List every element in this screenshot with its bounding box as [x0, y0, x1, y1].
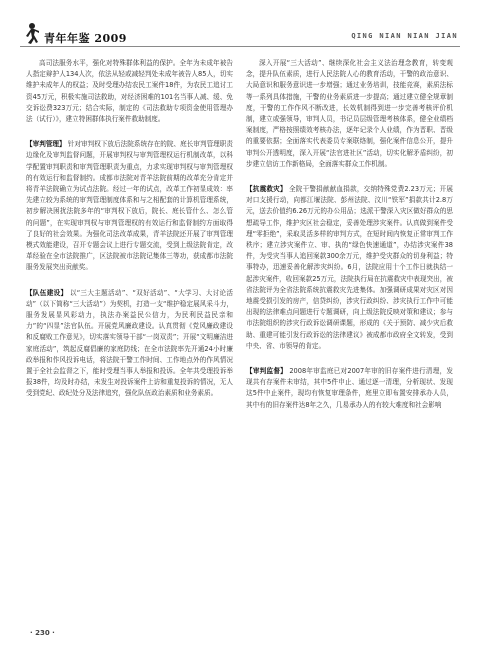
left-column: [26, 58, 233, 618]
section-heading: 【抗震救灾】: [246, 185, 287, 194]
header-divider: [20, 46, 460, 47]
section-heading: 【队伍建设】: [26, 288, 68, 297]
right-paragraph-1: 深入开展“三大活动”、继续深化社会主义法治理念教育，转变观念，提升队伍素质，进行人民法院人心的教育活动，干警的政治意识、大局意识和服务意识进一步增强；通过业务培训，技能竞赛，素质法标等一系列具体措施，干警的业务素质进一步提高；通过建立健全规章制度，干警的工作作风不断改进，长效机制得到进一步完善考核评价机制，建立或强领导，审判人员，书记员层级管理考核体系，健全业绩档案制度，严格按照绩效考核办法，逐年记录个人业绩，作为晋职、晋级的重要依据；全面落实代表委员专案联络制，强化案件信息公开，提升审判公开透明度，深入开展“法官进社区”活动，切实化解矛盾纠纷，初步建立信访工作新格局，全面落实群众工作机制。: [246, 59, 453, 168]
section-body: 2008年审监庭已对2007年审的旧存案件进行清理，发现共有存案件未审结，其中5件申止、通过逐一清理，分析现状、发现这5件中止案件，现均有恢复审理条件，庭里立即布置安排承办人员，其中有的旧存案件达8年之久，几易承办人的有较大难度和社会影响: [246, 367, 453, 409]
section-team-building: [26, 288, 233, 400]
section-earthquake-relief: [246, 184, 453, 352]
section-body: 全院干警捐献献血捐款，交纳特殊党费2.23万元；开展对口支援行动，向都江堰法院、彭州法院、汶川“铁军”捐款共计2.8万元，送去价值约6.26万元的办公用品；选派干警深入灾区做好群众的思想疏导工作，维护灾区社会稳定，妥善处理涉灾案件。认真做到案件受理“零拒绝”，采取灵活多样的审判方式，在短时间内恢复正常审判工作秩序；建立涉灾案件立、审、执的“绿色快速通道”，办结涉灾案件38件，为受灾当事人追回案款300余万元，维护受灾群众的切身利益；特事特办，迅速妥善化解涉灾纠纷。6月，法院应用十个工作日就执结一起涉灾案件，收回案款25万元，法院执行局在抗震救灾中表现突出，被省法院评为全省法院系统抗震救灾先进集体。加强调研成果对灾区对因地震受损引发的房产，信贷纠纷，涉灾行政纠纷、涉灾执行工作中可能出现的法律难点问题进行专题调研，向上级法院反映对策和建议；参与市法院组织的涉灾行政诉讼调研课题，形成的《关于预防、减少灾后救助、重建可能引发行政诉讼的法律建议》被成都市政府全文转发，受到中央、省、市领导的肯定。: [246, 185, 453, 350]
yearbook-pinyin: QING NIAN NIAN JIAN: [351, 32, 458, 40]
yearbook-title: 青年年鉴 2009: [44, 32, 127, 45]
section-heading: 【审判管理】: [26, 140, 66, 149]
right-column: [246, 58, 453, 618]
page-number: · 230 ·: [30, 629, 55, 637]
section-body: 以“三大主题活动”、“双好活动”、“大学习、大讨论活动”（以下简称“三大活动”）为契机，打造一支“维护稳定展风采斗力，服务发展显风彩动力，执法办案益民公信力，为民利民益民亲和力”的“四显”法官队伍。开展党风廉政建设。认真贯彻《党风廉政建设和反腐败工作意见》，切实落实领导干部“一岗双责”；开展“文明廉洁进家庭活动”，筑起反腐倡廉的家庭防线；在全市法院率先开通24小时廉政举报和作风投诉电话，将法院干警工作时间、工作地点外的作风情况置于全社会监督之下，能时受理当事人举报和投诉。全年共受理投诉举报38件，均及时办结，未发生对投诉案件上访和重复投诉的情况，无人受到党纪、政纪处分及法律追究，强化队伍政治素质和业务素质。: [26, 288, 233, 398]
section-trial-supervision: [246, 366, 453, 411]
section-judicial-management: [26, 139, 233, 273]
left-paragraph-1: 高司法服务水平，强化对特殊群体利益的保护。全年为未成年被告人指定辩护人134人次，依法从轻或减轻判处未成年被告人85人，切实维护未成年人的权益；及时受理办结农民工案件18件，为农民工追讨工资45万元，积极实施司法救助，对经济困难的101名当事人减、缓、免交诉讼费323万元；结合实际，制定的《司法救助专项资金使用管理办法（试行）》，建立特困群体执行案件救助制度。: [26, 59, 233, 124]
youth-figure-logo-icon: [22, 22, 40, 44]
section-body: 针对审判权下放后法院系统存在的院、庭长审判管理职责边缘化及审判监督问题，开展审判权与审判管理权运行机制改革，以科学配置审判职责和审判管理职责为重点，力求实现审判权与审判管理权的有效运行和监督制约。成都市法院对青羊法院前期的改革充分肯定并将青羊法院确立为试点法院。经过一年的试点，改革工作初显成效：率先建立较为系统的审判管理制度体系和与之相配套的计算机管理系统，初步解决困扰法院多年的“审判权下放后，院长、庭长管什么、怎么管的问题”，在实现审判权与审判管理权的有效运行和监督制约方面取得了良好的社会效果。为强化司法改革成果，青羊法院还开展了审判管理模式效能建设，召开专题会议上进行专题交流，受到上级法院肯定，改革经验在全市法院推广，区法院被市法院记集体三等功，获成都市法院服务发展突出贡献奖。: [26, 140, 233, 272]
section-heading: 【审判监督】: [246, 367, 288, 376]
page-header: [0, 0, 480, 48]
